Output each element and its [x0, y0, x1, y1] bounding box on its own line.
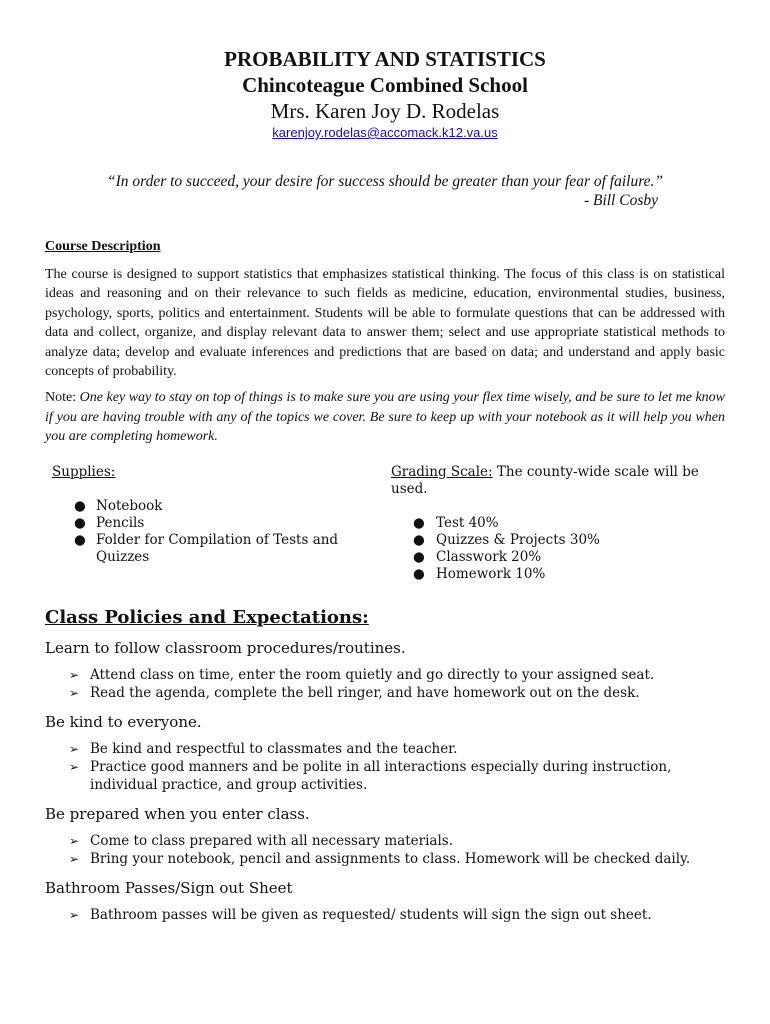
arrow-bullet-icon: ➢: [69, 685, 80, 700]
grading-intro-text: The county-wide scale will be used.: [391, 463, 699, 497]
bullet-icon: ●: [74, 531, 86, 548]
note-label: Note:: [45, 390, 80, 406]
arrow-bullet-icon: ➢: [69, 759, 80, 774]
arrow-bullet-icon: ➢: [69, 851, 80, 866]
policy-group-heading: Be prepared when you enter class.: [45, 804, 310, 823]
teacher-name: Mrs. Karen Joy D. Rodelas: [270, 99, 500, 123]
grading-intro: [391, 464, 721, 498]
list-item: ● Folder for Compilation of Tests and Quizzes: [74, 531, 339, 565]
list-item: ● Test 40%: [413, 514, 499, 531]
policy-group-heading: Learn to follow classroom procedures/routines.: [45, 638, 406, 657]
course-note: [45, 388, 725, 446]
bullet-icon: ●: [74, 497, 86, 514]
arrow-bullet-icon: ➢: [69, 833, 80, 848]
list-item: ● Notebook: [74, 497, 163, 514]
policy-list: [45, 666, 725, 702]
policy-list: [45, 906, 725, 924]
quote-author: - Bill Cosby: [583, 192, 658, 209]
policies-heading: Class Policies and Expectations:: [45, 606, 369, 628]
course-title: PROBABILITY AND STATISTICS: [224, 47, 546, 71]
policy-group-heading: Be kind to everyone.: [45, 712, 202, 731]
list-item: ➢ Come to class prepared with all necessary materials.: [69, 832, 453, 849]
document-header: [45, 0, 725, 142]
bullet-icon: ●: [413, 531, 425, 548]
policy-list: [45, 832, 725, 868]
supplies-list: [52, 498, 391, 566]
bullet-icon: ●: [74, 514, 86, 531]
list-item: ➢ Read the agenda, complete the bell ringer, and have homework out on the desk.: [69, 684, 640, 701]
note-text: One key way to stay on top of things is to make sure you are using your flex time wisely, and be sure to let me know if you are having trouble with any of the topics we cover. Be sure to keep up with your notebook as it will help you when you are completing homework.: [45, 390, 725, 445]
quote-text: “In order to succeed, your desire for success should be greater than your fear of failure.”: [106, 173, 664, 190]
bullet-icon: ●: [413, 514, 425, 531]
school-name: Chincoteague Combined School: [242, 73, 528, 97]
list-item: ● Homework 10%: [413, 565, 546, 582]
grading-list: [391, 515, 721, 583]
bullet-icon: ●: [413, 565, 425, 582]
list-item: ● Pencils: [74, 514, 145, 531]
supplies-grading-columns: [45, 464, 725, 583]
policy-list: [45, 740, 725, 794]
grading-section: [391, 464, 721, 583]
policy-group-heading: Bathroom Passes/Sign out Sheet: [45, 878, 293, 897]
bullet-icon: ●: [413, 548, 425, 565]
list-item: ● Quizzes & Projects 30%: [413, 531, 600, 548]
supplies-heading: Supplies:: [52, 463, 116, 480]
list-item: ➢ Bathroom passes will be given as requested/ students will sign the sign out sheet.: [69, 906, 652, 923]
arrow-bullet-icon: ➢: [69, 907, 80, 922]
list-item: ➢ Practice good manners and be polite in all interactions especially during instruction, individual practice, and group activities.: [69, 758, 672, 793]
list-item: ➢ Attend class on time, enter the room quietly and go directly to your assigned seat.: [69, 666, 655, 683]
list-item: ● Classwork 20%: [413, 548, 542, 565]
arrow-bullet-icon: ➢: [69, 667, 80, 682]
course-description-text: The course is designed to support statistics that emphasizes statistical thinking. The focus of this class is on statistical ideas and reasoning and on their relevance to such fields as medicine, education, environmental studies, business, psychology, sports, politics and entertainment. Students will be able to formulate questions that can be addressed with data and collect, organize, and display relevant data to answer them; select and use appropriate statistical methods to analyze data; develop and evaluate inferences and predictions that are based on data; and understand and apply basic concepts of probability.: [45, 267, 725, 380]
grading-heading: Grading Scale:: [391, 463, 493, 480]
arrow-bullet-icon: ➢: [69, 741, 80, 756]
supplies-section: [45, 464, 391, 583]
list-item: ➢ Be kind and respectful to classmates and the teacher.: [69, 740, 458, 757]
list-item: ➢ Bring your notebook, pencil and assignments to class. Homework will be checked daily.: [69, 850, 691, 867]
teacher-email-link[interactable]: karenjoy.rodelas@accomack.k12.va.us: [272, 125, 498, 140]
course-description-heading: Course Description: [45, 239, 161, 254]
